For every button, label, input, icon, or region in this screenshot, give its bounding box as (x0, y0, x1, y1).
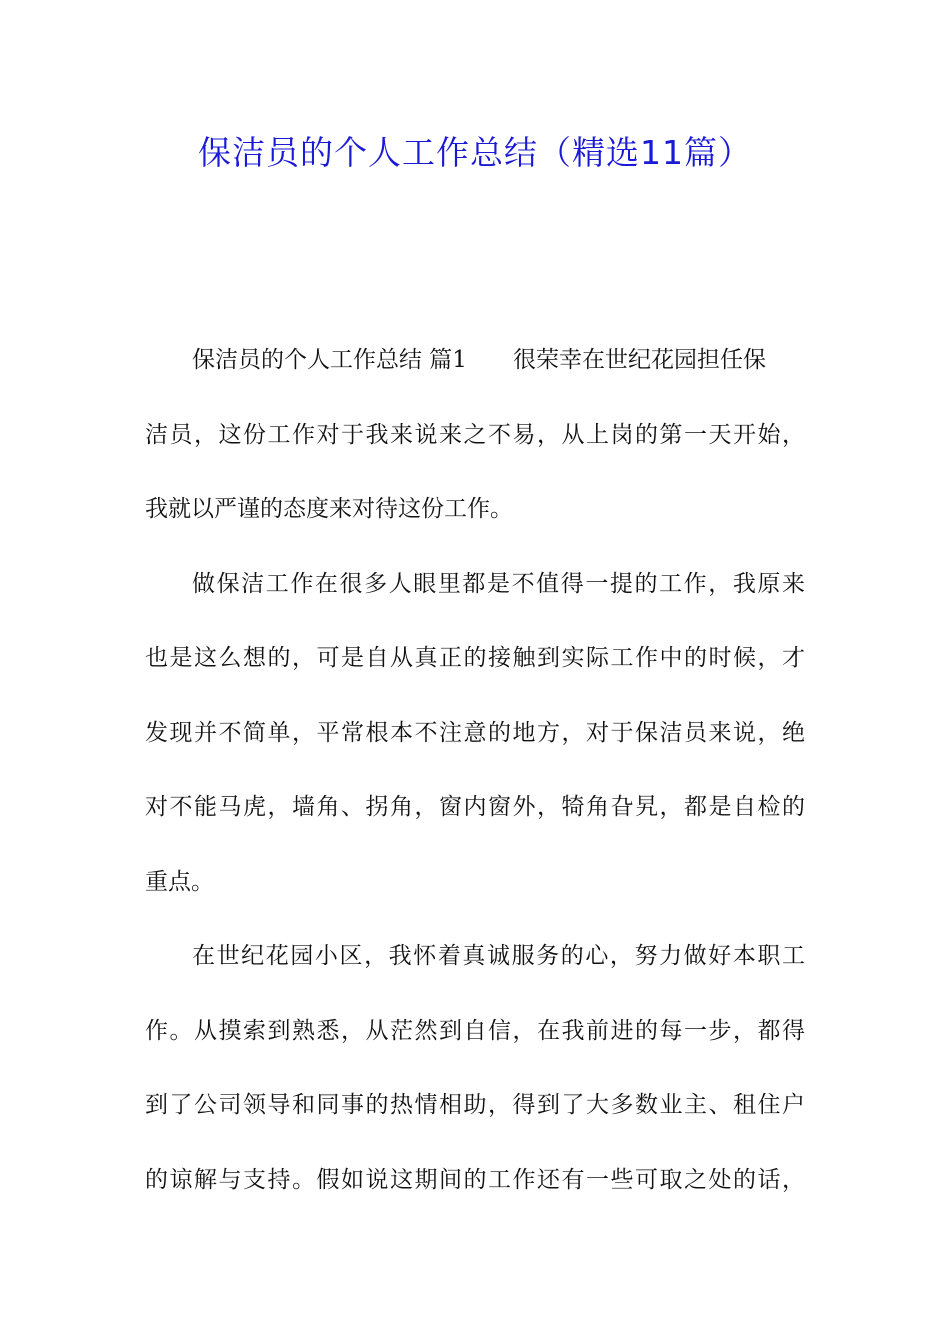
paragraph-line: 洁员，这份工作对于我来说来之不易，从上岗的第一天开始， (145, 421, 805, 448)
paragraph-text: 很荣幸在世纪花园担任保 (512, 347, 766, 373)
paragraph-line: 发现并不简单，平常根本不注意的地方，对于保洁员来说，绝 (145, 719, 805, 746)
paragraph-line: 也是这么想的，可是自从真正的接触到实际工作中的时候，才 (145, 645, 805, 671)
document-body (145, 337, 805, 1231)
section-heading: 保洁员的个人工作总结 篇1 (192, 347, 467, 373)
paragraph-line: 在世纪花园小区，我怀着真诚服务的心，努力做好本职工 (192, 943, 805, 969)
paragraph-line: 重点。 (145, 868, 214, 895)
paragraph-line: 对不能马虎，墙角、拐角，窗内窗外，犄角旮旯，都是自检的 (145, 794, 805, 820)
document-title: 保洁员的个人工作总结（精选11篇） (198, 133, 752, 172)
paragraph-line: 到了公司领导和同事的热情相助，得到了大多数业主、租住户 (145, 1092, 805, 1118)
paragraph-line: 的谅解与支持。假如说这期间的工作还有一些可取之处的话， (145, 1166, 805, 1193)
paragraph-line: 做保洁工作在很多人眼里都是不值得一提的工作，我原来 (192, 570, 805, 597)
paragraph-line: 我就以严谨的态度来对待这份工作。 (145, 496, 513, 522)
paragraph-line-1 (145, 337, 805, 412)
paragraph-line: 作。从摸索到熟悉，从茫然到自信，在我前进的每一步，都得 (145, 1017, 805, 1044)
